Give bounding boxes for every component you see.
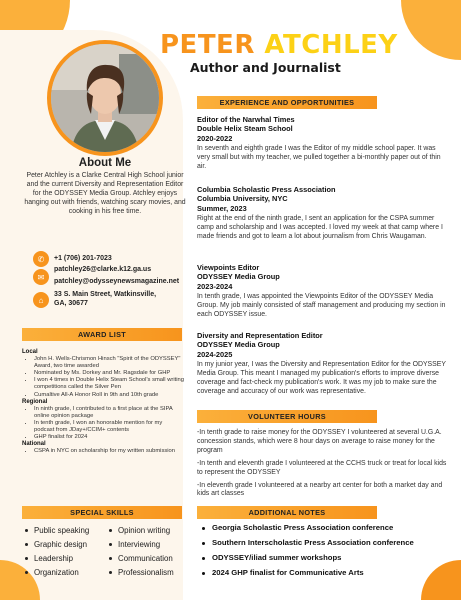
address <box>54 290 156 308</box>
address-line-1: 33 S. Main Street, Watkinsville, <box>54 291 157 298</box>
award-item: • Cumaltive All-A Honor Roll in 9th and 10th grade <box>34 392 184 399</box>
experience-org: ODYSSEY Media Group <box>197 340 280 350</box>
skill-item: Communication <box>106 554 192 563</box>
contact-address <box>33 290 193 308</box>
profile-photo-illustration <box>51 44 159 152</box>
award-item: • In tenth grade, I won an honorable mention for my podcast from JDay+/CCIM+ contents <box>34 420 184 434</box>
volunteer-heading: VOLUNTEER HOURS <box>197 410 377 423</box>
experience-role: Editor of the Narwhal Times <box>197 115 295 124</box>
note-item: ODYSSEY/iliad summer workshops <box>200 552 450 564</box>
additional-notes-heading: ADDITIONAL NOTES <box>197 506 377 519</box>
note-item: Georgia Scholastic Press Association conference <box>200 522 450 534</box>
volunteer-item: -In eleventh grade I volunteered at a nearby art center for both a market day and kids art classes <box>197 481 443 498</box>
experience-heading: EXPERIENCE AND OPPORTUNITIES <box>197 96 377 109</box>
experience-description: Right at the end of the ninth grade, I sent an application for the CSPA summer camp and scholarship and I was accepted. I loved my week at that camp where I made friends and got to learn a lot about journalism from Chris Waugaman. <box>197 214 443 240</box>
profile-photo <box>47 40 163 156</box>
award-item: • CSPA in NYC on scholarship for my written submission <box>34 448 184 455</box>
award-item: • I won 4 times in Double Helix Steam School's small writing competitions called the Silver Pen <box>34 377 184 391</box>
award-group-local-list <box>22 356 184 399</box>
skill-item: Opinion writing <box>106 526 192 535</box>
volunteer-list <box>197 429 447 503</box>
award-list-heading: AWARD LIST <box>22 328 182 341</box>
experience-entry <box>197 185 447 242</box>
experience-role: Diversity and Representation Editor <box>197 331 323 340</box>
experience-role: Viewpoints Editor <box>197 263 260 272</box>
award-list <box>22 349 184 455</box>
skill-item: Public speaking <box>22 526 106 535</box>
phone-icon: ✆ <box>33 251 49 267</box>
first-name: PETER <box>160 30 255 60</box>
award-item: • Nominated by Ms. Dorkey and Mr. Ragsdale for GHP <box>34 370 184 377</box>
address-line-2: GA, 30677 <box>54 300 88 307</box>
award-group-regional: Regional <box>22 398 48 405</box>
experience-description: In my junior year, I was the Diversity and Representation Editor for the ODYSSEY Media Group. This meant I managed my publication's efforts to improve diverse coverage and fact-check my publication's work. It was my job to make sure the coverage and accuracy of our work was representative. <box>197 360 446 395</box>
award-item: • John H. Wells-Chrismon Hinsch "Spirit of the ODYSSEY" Award, two time awarded <box>34 356 184 370</box>
location-icon: ⌂ <box>33 292 49 308</box>
skill-item: Interviewing <box>106 540 192 549</box>
experience-entry <box>197 263 447 320</box>
skill-item: Graphic design <box>22 540 106 549</box>
award-group-national: National <box>22 441 46 448</box>
experience-role: Columbia Scholastic Press Association <box>197 185 336 194</box>
volunteer-item: -In tenth grade to raise money for the ODYSSEY I volunteered at several U.G.A. concession stands, which were 8 hour days on average to raise money for the program <box>197 429 442 454</box>
experience-dates: Summer, 2023 <box>197 203 247 213</box>
award-item: • GHP finalist for 2024 <box>34 434 184 441</box>
experience-org: ODYSSEY Media Group <box>197 272 280 282</box>
award-group-regional-list <box>22 406 184 441</box>
award-group-national-list <box>22 448 184 455</box>
experience-entry <box>197 115 447 172</box>
notes-list <box>200 522 450 582</box>
award-item: • In ninth grade, I contributed to a first place at the SIPA online opinion package <box>34 406 184 420</box>
award-group-local: Local <box>22 349 38 355</box>
last-name: ATCHLEY <box>264 30 398 60</box>
experience-dates: 2024-2025 <box>197 349 233 359</box>
note-item: 2024 GHP finalist for Communicative Arts <box>200 567 450 579</box>
resume-name <box>160 30 460 60</box>
about-heading: About Me <box>78 157 132 169</box>
experience-description: In seventh and eighth grade I was the Editor of my middle school paper. It was very small but with my teacher, we pulled together a bi-monthly paper out of thin air. <box>197 144 441 170</box>
experience-dates: 2020-2022 <box>197 133 233 143</box>
contact-email <box>33 265 193 286</box>
experience-dates: 2023-2024 <box>197 281 233 291</box>
email-address-1[interactable]: patchley26@clarke.k12.ga.us <box>54 266 152 273</box>
skill-item: Organization <box>22 568 106 577</box>
experience-entry <box>197 331 447 397</box>
email-icon: ✉ <box>33 269 49 285</box>
special-skills-heading: SPECIAL SKILLS <box>22 506 182 519</box>
experience-org: Columbia University, NYC <box>197 194 288 204</box>
email-list <box>54 265 179 286</box>
about-text: Peter Atchley is a Clarke Central High School junior and the current Diversity and Representation Editor for the ODYSSEY Media Group. Atchley enjoys hanging out with friends, watching scary movies, and cooking in his free time. <box>24 172 186 215</box>
job-title: Author and Journalist <box>190 60 341 75</box>
phone-number[interactable]: +1 (706) 201-7023 <box>54 255 112 262</box>
skill-item: Leadership <box>22 554 106 563</box>
skills-list <box>22 526 192 577</box>
note-item: Southern Interscholastic Press Association conference <box>200 537 450 549</box>
experience-org: Double Helix Steam School <box>197 124 293 134</box>
skill-item: Professionalism <box>106 568 192 577</box>
email-address-2[interactable]: patchley@odysseynewsmagazine.net <box>54 278 180 285</box>
volunteer-item: -In tenth and eleventh grade I volunteered at the CCHS truck or treat for local kids to represent the ODYSSEY <box>197 459 447 476</box>
experience-description: In tenth grade, I was appointed the Viewpoints Editor of the ODYSSEY Media Group. My job mainly consisted of staff management and producing my section in each ODYSSEY issue. <box>197 292 446 318</box>
